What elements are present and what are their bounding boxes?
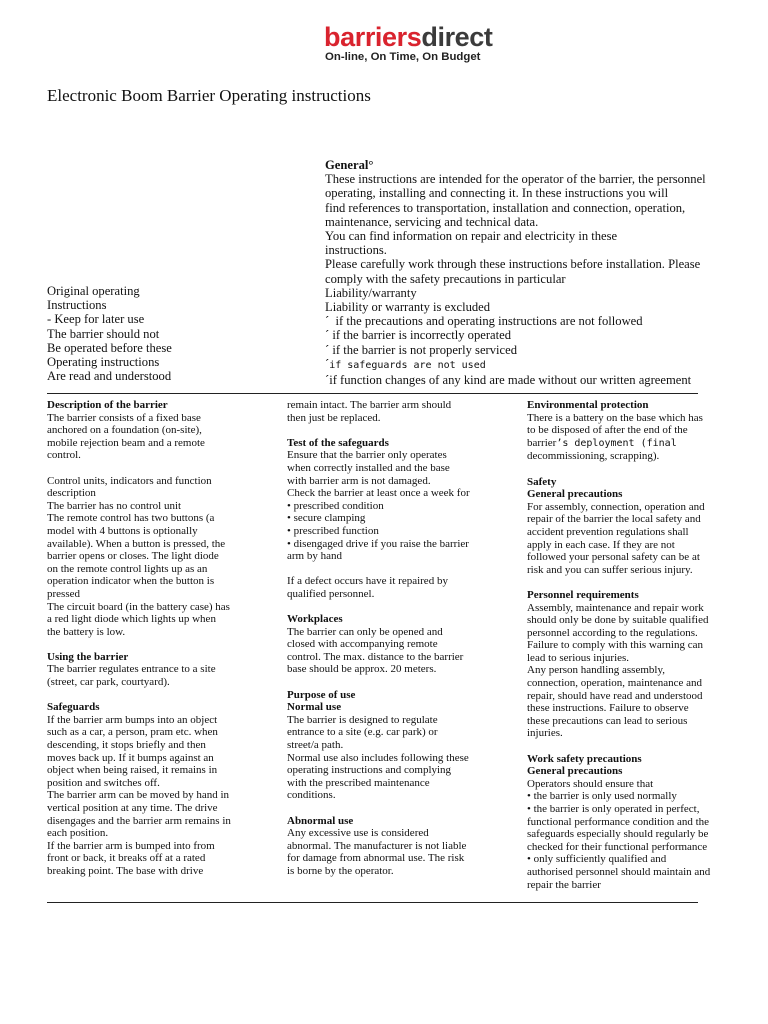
paragraph-line: repair the barrier xyxy=(527,878,601,891)
paragraph-line: pressed xyxy=(47,587,80,600)
paragraph-line: There is a battery on the base which has xyxy=(527,411,703,424)
paragraph-line: then just be replaced. xyxy=(287,411,381,424)
section-subheading: Normal use xyxy=(287,701,342,714)
top-divider xyxy=(47,393,698,394)
paragraph-line: such as a car, a person, pram etc. when xyxy=(47,726,218,739)
paragraph-line: risk and you can suffer serious injury. xyxy=(527,563,693,576)
section-safety xyxy=(527,476,752,577)
paragraph-line: the battery is low. xyxy=(47,625,126,638)
paragraph-line: front or back, it breaks off at a rated xyxy=(47,852,206,865)
general-section xyxy=(325,158,745,387)
general-line: You can find information on repair and electricity in these xyxy=(325,229,618,244)
paragraph-line: with barrier arm is not damaged. xyxy=(287,474,431,487)
paragraph-line: mobile rejection beam and a remote xyxy=(47,436,205,449)
paragraph-line: should only be done by suitable qualified xyxy=(527,614,709,627)
paragraph-line: description xyxy=(47,487,96,500)
paragraph-line: remain intact. The barrier arm should xyxy=(287,399,452,411)
paragraph-line: for damage from abnormal use. The risk xyxy=(287,852,465,865)
section-safeguards xyxy=(47,701,277,877)
paragraph-line: The barrier regulates entrance to a site xyxy=(47,663,216,676)
section-heading: Test of the safeguards xyxy=(287,436,389,449)
document-title: Electronic Boom Barrier Operating instructions xyxy=(47,86,371,105)
paragraph-line: is borne by the operator. xyxy=(287,864,394,877)
paragraph-line: personnel according to the regulations. xyxy=(527,626,698,639)
tick-mark: ´ xyxy=(325,328,330,343)
paragraph-line: entrance to a site (e.g. car park) or xyxy=(287,726,438,739)
paragraph-line: apply in each case. If they are not xyxy=(527,538,675,551)
general-heading: General° xyxy=(325,158,374,172)
section-heading: Description of the barrier xyxy=(47,399,168,411)
paragraph-line: each position. xyxy=(47,827,109,840)
paragraph-line: moves back up. If it bumps against an xyxy=(47,751,214,764)
paragraph-line: Any person handling assembly, xyxy=(527,664,665,677)
section-environment xyxy=(527,399,752,463)
paragraph-line: when correctly installed and the base xyxy=(287,461,450,474)
paragraph-line: anchored on a foundation (on-site), xyxy=(47,424,202,437)
bullet-item: • secure clamping xyxy=(287,512,366,525)
section-test-safeguards xyxy=(287,437,517,563)
tick-mark: ´ xyxy=(325,342,330,357)
paragraph-line: operating instructions and complying xyxy=(287,764,452,777)
section-heading: Personnel requirements xyxy=(527,588,639,601)
note-line: Instructions xyxy=(47,298,107,313)
liability-item: ´ if the precautions and operating instructions are not followed xyxy=(325,314,643,329)
paragraph-line: base should be approx. 20 meters. xyxy=(287,663,437,676)
section-safeguards-continued xyxy=(287,399,517,424)
logo-wordmark xyxy=(324,24,566,51)
liability-item: ´if safeguards are not used xyxy=(325,356,486,371)
paragraph-line: to be disposed of after the end of the xyxy=(527,424,688,437)
paragraph-line: The barrier can only be opened and xyxy=(287,625,443,638)
general-line: maintenance, servicing and technical data. xyxy=(325,214,539,229)
section-defect xyxy=(287,575,517,600)
column-2 xyxy=(287,399,517,890)
paragraph-line: conditions. xyxy=(287,789,336,802)
paragraph-line: qualified personnel. xyxy=(287,587,375,600)
paragraph-line: safeguards especially should regularly be xyxy=(527,828,709,841)
section-using xyxy=(47,651,277,689)
paragraph-line: Any excessive use is considered xyxy=(287,827,429,840)
section-personnel xyxy=(527,589,752,740)
section-heading: Using the barrier xyxy=(47,650,129,663)
logo-tagline: On-line, On Time, On Budget xyxy=(325,51,481,63)
section-description xyxy=(47,399,277,462)
tick-mark: ´ xyxy=(325,356,330,371)
paragraph-line: a red light diode which lights up when xyxy=(47,613,216,626)
paragraph-line: (street, car park, courtyard). xyxy=(47,676,170,689)
paragraph-line: followed your personal safety can be at xyxy=(527,551,700,564)
paragraph-line: Failure to comply with this warning can xyxy=(527,639,703,652)
section-heading: Purpose of use xyxy=(287,688,356,701)
section-heading: Safeguards xyxy=(47,701,100,714)
paragraph-line: If the barrier arm is bumped into from xyxy=(47,839,215,852)
paragraph-line: with the prescribed maintenance xyxy=(287,776,430,789)
paragraph-line: barrier’s deployment (final xyxy=(527,436,677,449)
paragraph-line: The barrier arm can be moved by hand in xyxy=(47,789,230,802)
column-3 xyxy=(527,399,752,904)
paragraph-line: model with 4 buttons is optionally xyxy=(47,524,198,537)
liability-item: ´if function changes of any kind are made without our written agreement xyxy=(325,373,692,388)
bullet-item: • prescribed condition xyxy=(287,499,384,512)
section-subheading: General precautions xyxy=(527,488,623,501)
paragraph-line: Control units, indicators and function xyxy=(47,474,212,487)
section-heading: Environmental protection xyxy=(527,399,649,411)
section-heading: Workplaces xyxy=(287,613,343,626)
paragraph-line: accident prevention regulations shall xyxy=(527,525,689,538)
general-line: instructions. xyxy=(325,243,387,258)
general-line: Liability/warranty xyxy=(325,285,417,300)
paragraph-line: For assembly, connection, operation and xyxy=(527,500,705,513)
paragraph-line: Operators should ensure that xyxy=(527,777,654,790)
logo-wordmark-part1: barriers xyxy=(324,22,422,52)
paragraph-line: connection, operation, maintenance and xyxy=(527,677,703,690)
note-line: - Keep for later use xyxy=(47,312,145,327)
paragraph-line: these precautions can lead to serious xyxy=(527,714,688,727)
paragraph-line: repair of the barrier the local safety and xyxy=(527,513,701,526)
paragraph-line: If a defect occurs have it repaired by xyxy=(287,575,448,588)
paragraph-line: descending, it stops briefly and then xyxy=(47,739,206,752)
general-line: find references to transportation, installation and connection, operation, xyxy=(325,200,686,215)
paragraph-line: The barrier consists of a fixed base xyxy=(47,411,201,424)
liability-item: ´ if the barrier is incorrectly operated xyxy=(325,328,512,343)
paragraph-line: disengages and the barrier arm remains in xyxy=(47,814,231,827)
general-line: Please carefully work through these instructions before installation. Please xyxy=(325,257,701,272)
section-heading: Safety xyxy=(527,475,557,488)
paragraph-line: repair, should have read and understood xyxy=(527,689,703,702)
bullet-item: • disengaged drive if you raise the barrier xyxy=(287,537,469,550)
paragraph-line: decommissioning, scrapping). xyxy=(527,450,660,463)
paragraph-line: breaking point. The base with drive xyxy=(47,864,204,877)
section-heading: Work safety precautions xyxy=(527,752,642,765)
bullet-item: • the barrier is only operated in perfect, xyxy=(527,803,700,815)
paragraph-line: The remote control has two buttons (a xyxy=(47,512,215,525)
paragraph-line: on the remote control lights up as an xyxy=(47,562,208,575)
general-line: Liability or warranty is excluded xyxy=(325,300,491,315)
paragraph-line: If the barrier arm bumps into an object xyxy=(47,713,218,726)
note-line: Are read and understood xyxy=(47,369,172,384)
paragraph-line: Normal use also includes following these xyxy=(287,751,469,764)
paragraph-line: street/a path. xyxy=(287,739,344,752)
paragraph-line: Ensure that the barrier only operates xyxy=(287,449,447,462)
section-heading: Abnormal use xyxy=(287,814,354,827)
section-subheading: General precautions xyxy=(527,765,623,778)
tick-mark: ´ xyxy=(325,373,330,388)
paragraph-line: abnormal. The manufacturer is not liable xyxy=(287,839,467,852)
note-line: Be operated before these xyxy=(47,340,172,355)
paragraph-line: these instructions. Failure to observe xyxy=(527,702,689,715)
paragraph-line: Check the barrier at least once a week for xyxy=(287,487,470,500)
paragraph-line: checked for their functional performance xyxy=(527,840,708,853)
tick-mark: ´ xyxy=(325,314,330,329)
paragraph-line: The circuit board (in the battery case) has xyxy=(47,600,230,613)
general-line: operating, installing and connecting it. In these instructions you will xyxy=(325,186,669,201)
note-line: Original operating xyxy=(47,284,140,298)
brand-logo xyxy=(324,24,566,66)
paragraph-line: control. xyxy=(47,449,81,462)
paragraph-line: barrier opens or closes. The light diode xyxy=(47,550,219,563)
section-workplaces xyxy=(287,613,517,676)
paragraph-line: closed with accompanying remote xyxy=(287,638,438,651)
paragraph-line: vertical position at any time. The drive xyxy=(47,802,218,814)
section-work-safety xyxy=(527,753,752,892)
paragraph-line: position and switches off. xyxy=(47,776,160,789)
paragraph-line: object when being raised, it remains in xyxy=(47,764,218,777)
bullet-item: • prescribed function xyxy=(287,524,379,537)
paragraph-line: available). When a button is pressed, the xyxy=(47,537,226,550)
general-line: comply with the safety precautions in particular xyxy=(325,271,566,286)
paragraph-line: arm by hand xyxy=(287,550,342,563)
paragraph-line: Assembly, maintenance and repair work xyxy=(527,601,704,614)
paragraph-line: The barrier is designed to regulate xyxy=(287,713,438,726)
paragraph-line: injuries. xyxy=(527,727,563,740)
section-abnormal-use xyxy=(287,815,517,878)
liability-item: ´ if the barrier is not properly serviced xyxy=(325,342,517,357)
bullet-item: • the barrier is only used normally xyxy=(527,790,677,803)
paragraph-line: control. The max. distance to the barrier xyxy=(287,650,464,663)
bullet-item: • only sufficiently qualified and xyxy=(527,853,667,866)
original-instructions-note xyxy=(47,284,172,383)
paragraph-line: authorised personnel should maintain and xyxy=(527,865,711,878)
paragraph-line: functional performance condition and the xyxy=(527,815,710,828)
general-line: These instructions are intended for the operator of the barrier, the personnel xyxy=(325,172,706,187)
section-purpose-of-use xyxy=(287,689,517,802)
paragraph-line: lead to serious injuries. xyxy=(527,651,630,664)
logo-wordmark-part2: direct xyxy=(421,22,493,52)
note-line: Operating instructions xyxy=(47,355,160,370)
paragraph-line: operation indicator when the button is xyxy=(47,575,215,588)
column-1 xyxy=(47,399,277,890)
section-control-units xyxy=(47,475,277,639)
note-line: The barrier should not xyxy=(47,326,160,341)
paragraph-line: The barrier has no control unit xyxy=(47,499,182,512)
